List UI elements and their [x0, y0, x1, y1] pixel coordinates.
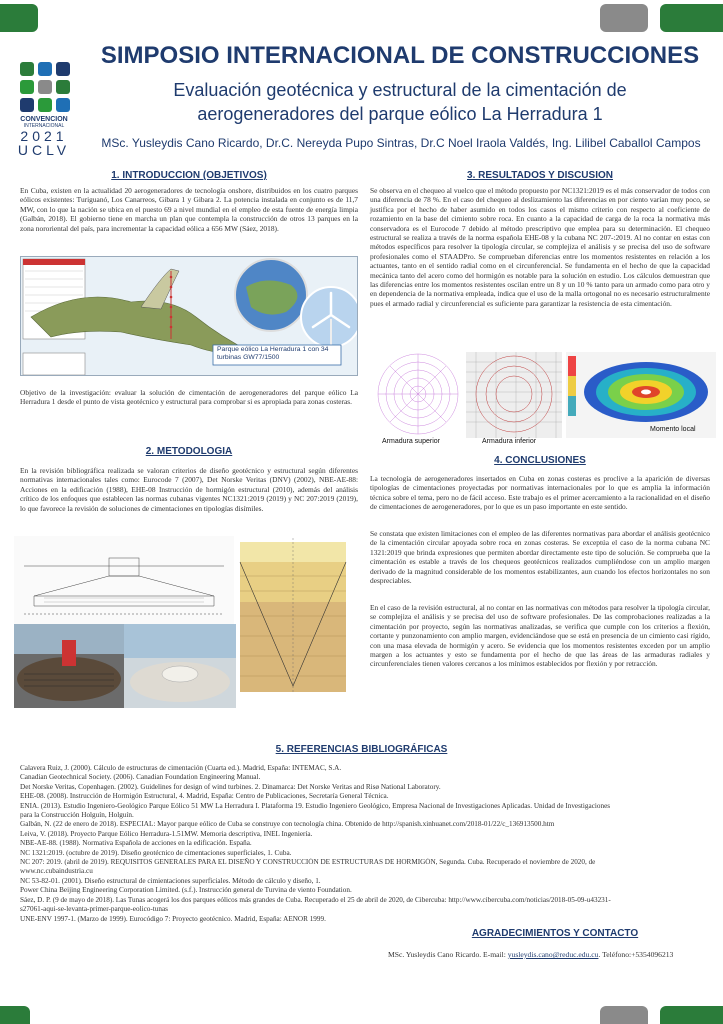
reference-item: www.nc.cubaindustria.cu: [20, 867, 93, 876]
conclusion-paragraph-2: Se constata que existen limitaciones con el empleo de las diferentes normativas para abordar el análisis geotécnico de la cimentación circular apoyada sobre roca en zonas costeras. Se exceptúa el caso de la norma cubana NC 1321:2019 que brinda expresiones que permiten abordar directamente este tipo de solución. Se comprueba que la cimentación es estable a través de los chequeos geotécnicos realizados cumpliéndose con un amplio margen derivado de la magnitud considerable de los momentos estabilizantes, aun cuando los efectos horizontales no son despreciables.: [370, 529, 710, 586]
foundation-section-drawing: [14, 536, 234, 624]
contact-title: AGRADECIMIENTOS Y CONTACTO: [471, 928, 639, 939]
section-1-objective-text: Objetivo de la investigación: evaluar la solución de cimentación de aerogeneradores del parque eólico La Herradura 1 desde el punto de vista geotécnico y estructural para comprobar si es apropiada para zonas costeras.: [20, 388, 358, 407]
corner-tab-left: [0, 4, 38, 32]
reference-item: Canadian Geotechnical Society. (2006). Canadian Foundation Engineering Manual.: [20, 773, 261, 782]
section-1-title: 1. INTRODUCCION (OBJETIVOS): [111, 170, 267, 181]
reference-item: ENIA. (2013). Estudio Ingeniero-Geológico Parque Eólico 51 MW La Herradura I. Plataforma 19. Estudio Ingeniero Geológico, Empresa Nacional de Investigaciones Aplicadas. Unidad de Investigaciones: [20, 801, 611, 810]
section-4-title: 4. CONCLUSIONES: [494, 455, 586, 466]
poster-title: SIMPOSIO INTERNACIONAL DE CONSTRUCCIONES: [100, 42, 700, 69]
corner-tab-right: [660, 4, 723, 32]
section-5-title: 5. REFERENCIAS BIBLIOGRÁFICAS: [275, 744, 448, 755]
subtitle-line-1: Evaluación geotécnica y estructural de la cimentación de: [173, 80, 627, 100]
convention-logo: [14, 62, 74, 157]
rebar-construction-photo: [14, 624, 124, 708]
reference-item: NC 207: 2019. (abril de 2019). REQUISITOS GENERALES PARA EL DISEÑO Y CONSTRUCCIÓN DE ESTRUCTURAS DE HORMIGÓN, Segunda. Cuba. Recuperado el noviembre de 2020, de: [20, 858, 596, 867]
lower-reinforcement-figure: [466, 352, 562, 438]
map-callout-label: Parque eólico La Herradura 1 con 34 turbinas GW77/1500: [217, 346, 329, 362]
conclusion-paragraph-1: La tecnología de aerogeneradores insertados en Cuba en zonas costeras es proclive a la aparición de diversas tipologías de cimentaciones proyectadas por normativas internacionales por lo que es amplia la información técnica sobre el tema, pero no de fácil acceso. Este trabajo es el primer acercamiento a la racionalidad en el diseño de cimentaciones de aerogeneradores, por lo que es un paso importante en este sentido.: [370, 474, 710, 512]
reference-item: NBE-AE-88. (1988). Normativa Española de acciones en la edificación. España.: [20, 839, 252, 848]
contact-phone: . Teléfono:+5354096213: [598, 950, 674, 959]
poster-subtitle: [90, 78, 710, 126]
reference-item: NC 53-82-01. (2001). Diseño estructural de cimientaciones superficiales. Método de cálculo y diseño, 1.: [20, 876, 321, 885]
reference-item: s27061-aqui-se-levanta-primer-parque-eolico-tunas: [20, 905, 168, 914]
logo-text-internacional: INTERNACIONAL: [23, 123, 65, 129]
logo-square: [20, 62, 34, 76]
logo-text-year: 2021: [20, 128, 68, 144]
logo-squares: [20, 62, 74, 112]
logo-square: [20, 98, 34, 112]
section-3-results-text: Se observa en el chequeo al vuelco que el método propuesto por NC1321:2019 es el más conservador de todos con una diferencia de 78 %. En el caso del chequeo al deslizamiento las diferencias en por ciento varían muy poco, se justifica por el hecho de haber asumido en todos los casos el mismo criterio con respecto al coeficiente de rozamiento en la base del cimiento sobre roca. En cuanto a la capacidad de carga de la roca la normativa más conservadora es el Eurocode 7 debido al método prescriptivo que emplea para su determinación. El chequeo estructural se realiza a través de la norma española EHE-08 y la cubana NC 207-:2019. Al no contar en estas con métodos específicos para resolver la tipología circular, se complejiza el análisis y se precisa del uso de software profesionales como el STAADPro. Se comprueban diferencias entre los momentos resistentes en relación a los actuantes, tanto en el sentido radial como en el circunferencial. Se fundamenta en el hecho de que la capacidad mecánica tanto del acero como del hormigón es notable para la solución en estudio. Los cálculos demuestran que las diferencias entre los momentos resistentes oscilan entre un 8 y un 10 % tanto para un armado como para otro y en dependencia de la normativa empleada, indica que el uso de la malla ortogonal no es necesario estructuralmente pues el armado radial y circunferencial es suficiente para garantizar la resistencia de esta cimentación.: [370, 186, 710, 308]
conclusion-paragraph-3: En el caso de la revisión estructural, al no contar en las normativas con métodos para resolver la tipología circular, se complejiza el análisis y se precisa del uso de software profesionales. De las comprobaciones realizadas a la cimentación por proyecto, según las normativas analizadas, se verifica que cumple con los criterios a flexión, cortante y punzonamiento con amplio margen, evidenciándose que se está en presencia de un cimiento casi rígido, con una masa elevada de hormigón y acero. Se evidencia que los momentos resistentes exceden por un amplio margen a los actuantes y esto se fundamenta por el hecho de que las áreas de las armaduras radiales y circunferenciales tienen valores cercanos a los mínimos establecidos por flexión y por retracción.: [370, 603, 710, 669]
upper-reinforcement-caption: Armadura superior: [382, 438, 440, 445]
logo-square: [20, 80, 34, 94]
logo-square: [56, 80, 70, 94]
reference-item: NC 1321:2019. (octubre de 2019). Diseño geotécnico de cimentaciones superficiales, 1. Cuba.: [20, 848, 292, 857]
section-3-title: 3. RESULTADOS Y DISCUSION: [467, 170, 613, 181]
reference-item: EHE-08. (2008). Instrucción de Hormigón Estructural, 4. Madrid, España: Centro de Publicaciones, Secretaría General Técnica.: [20, 792, 389, 801]
upper-reinforcement-figure: [370, 352, 466, 438]
local-moment-caption: Momento local: [650, 426, 696, 433]
logo-square: [38, 98, 52, 112]
reference-item: UNE-ENV 1997-1. (Marzo de 1999). Eurocódigo 7: Proyecto geotécnico. Madrid, España: AENOR 1999.: [20, 914, 326, 923]
section-1-intro-text: En Cuba, existen en la actualidad 20 aerogeneradores de tecnología onshore, distribuidos en los cuatro parques eólicos existentes: Turiguanó, Los Canarreos, Gibara 1 y Gibara 2. La potencia instalada en conjunto es de 11,7 MW, con lo que la nación se ubica en el puesto 69 a nivel mundial en el empleo de esta fuente de energía limpia (Galbán, 2018). El gobierno tiene en marcha un plan que contempla la construcción de otros 13 parques en la zona nororiental del país, para incrementar la capacidad eólica a 656 MW (Sáez, 2018).: [20, 186, 358, 233]
authors-line: MSc. Yusleydis Cano Ricardo, Dr.C. Nereyda Pupo Sintras, Dr.C Noel Iraola Valdés, Ing. Lilibel Caballol Campos: [101, 136, 701, 150]
reference-item: Leiva, V. (2018). Proyecto Parque Eólico Herradura-1.51MW. Memoria descriptiva, INEL Ingeniería.: [20, 829, 313, 838]
bottom-tab-right: [660, 1006, 723, 1024]
contact-email-link[interactable]: yusleydis.cano@reduc.edu.cu: [507, 950, 599, 959]
wind-farm-map-figure: [20, 256, 358, 376]
reference-item: Power China Beijing Engineering Corporation Limited. (s.f.). Instrucción general de Turvina de viento Foundation.: [20, 886, 352, 895]
logo-text-convencion: CONVENCION: [20, 116, 68, 123]
finished-foundation-photo: [124, 624, 236, 708]
section-2-methodology-text: En la revisión bibliográfica realizada se valoran criterios de diseño geotécnico y estructural según diferentes normativas internacionales tales como: Eurocode 7 (2007), Det Norske Veritas (DNV) (2002), NBE-AE-88: Acciones en la edificación (1988), EHE-08 Instrucción de hormigón estructural (2010), además del análisis crítico de los enfoques que establecen las normas cubanas vigentes NC1321:2019 (2019) y NC 207:2019 (2019), lo que favorece la revisión de soluciones de cimentaciones en tipologías disímiles.: [20, 466, 358, 513]
reference-item: Calavera Ruiz, J. (2000). Cálculo de estructuras de cimentación (Cuarta ed.). Madrid, España: INTEMAC, S.A.: [20, 764, 342, 772]
logo-square: [38, 80, 52, 94]
logo-square: [56, 62, 70, 76]
logo-square: [38, 62, 52, 76]
subtitle-line-2: aerogeneradores del parque eólico La Herradura 1: [197, 104, 603, 124]
logo-text-uclv: UCLV: [17, 142, 71, 158]
contact-line: [388, 950, 718, 959]
bottom-decoration: [0, 1006, 723, 1024]
bottom-tab-gray: [600, 1006, 648, 1024]
reference-item: Det Norske Veritas, Copenhagen. (2002). Guidelines for design of wind turbines. 2. Dinamarca: Det Norske Veritas and Risø National Laboratory.: [20, 782, 441, 791]
reference-item: para la Construcción Holguín, Holguín.: [20, 811, 134, 820]
references-list: [20, 764, 720, 924]
reference-item: Sáez, D. P. (9 de mayo de 2018). Las Tunas acogerá los dos parques eólicos más grandes de Cuba. Recuperado el 25 de abril de 2020, de Cibercuba: http://www.cibercuba.com/noticias/2018-05-09-u43231-: [20, 895, 611, 904]
corner-tab-gray: [600, 4, 648, 32]
section-2-title: 2. METODOLOGIA: [145, 446, 233, 457]
contact-prefix: MSc. Yusleydis Cano Ricardo. E-mail:: [388, 950, 508, 959]
bottom-tab-left: [0, 1006, 30, 1024]
soil-profile-drawing: [238, 536, 348, 696]
reference-item: Galbán, N. (22 de enero de 2018). ESPECIAL: Mayor parque eólico de Cuba se construye con tecnología china. Obtenido de http://spanish.xinhuanet.com/2018-01/22/c_136913500.htm: [20, 820, 555, 829]
logo-square: [56, 98, 70, 112]
lower-reinforcement-caption: Armadura inferior: [482, 438, 537, 445]
